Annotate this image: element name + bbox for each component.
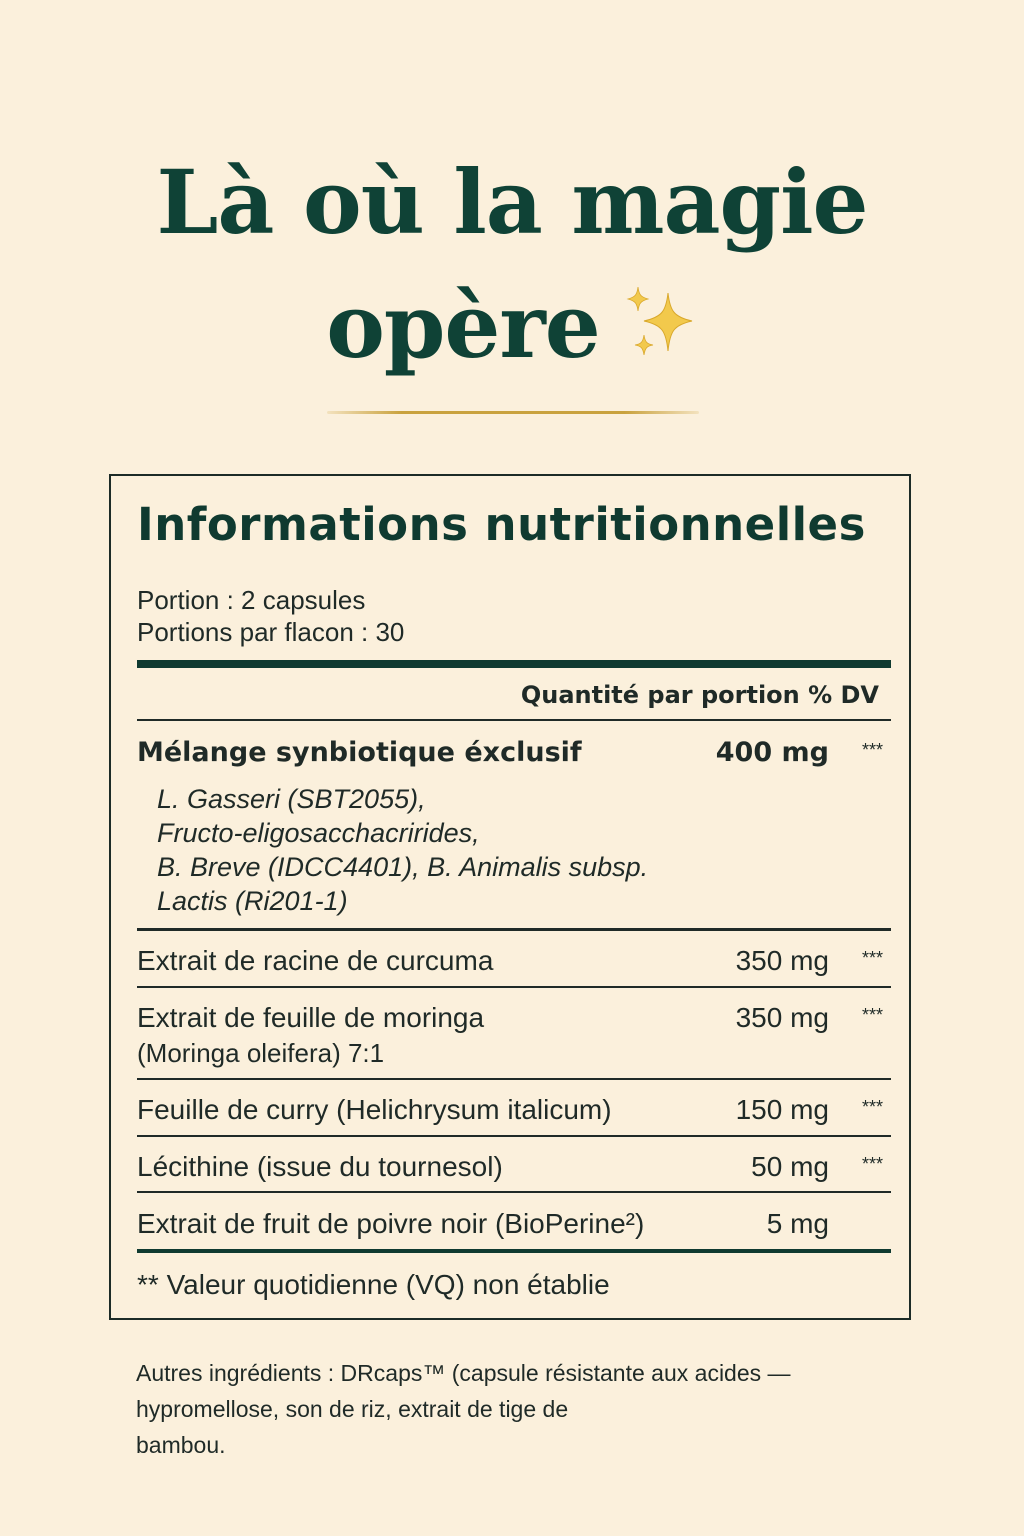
blend-amount: 400 mg	[715, 737, 829, 768]
blend-name: Mélange synbiotique éxclusif	[137, 737, 582, 768]
row-dv: ***	[861, 1154, 883, 1174]
headline-line-2: opère	[326, 274, 600, 378]
blend-ingredient: Lactis (Ri201-1)	[157, 886, 348, 916]
row-name: Feuille de curry (Helichrysum italicum)	[137, 1094, 612, 1125]
divider	[137, 719, 891, 721]
thick-divider	[137, 660, 891, 668]
other-ingredients	[136, 1355, 856, 1463]
row-subtitle: (Moringa oleifera) 7:1	[137, 1038, 385, 1068]
divider	[137, 986, 891, 988]
column-header: Quantité par portion % DV	[520, 681, 879, 709]
other-ingredients-line: Autres ingrédients : DRcaps™ (capsule résistante aux acides —	[136, 1360, 791, 1386]
row-amount: 50 mg	[751, 1151, 829, 1182]
blend-ingredient: Fructo-eligosacchacrirides,	[157, 818, 480, 848]
divider	[137, 1135, 891, 1137]
row-dv: ***	[861, 1097, 883, 1117]
row-name: Lécithine (issue du tournesol)	[137, 1151, 503, 1182]
footnote: ** Valeur quotidienne (VQ) non établie	[137, 1269, 610, 1300]
gold-divider	[327, 411, 699, 414]
divider	[137, 928, 891, 931]
row-amount: 350 mg	[735, 1002, 829, 1033]
row-dv: ***	[861, 1005, 883, 1025]
panel-title: Informations nutritionnelles	[137, 498, 866, 551]
row-amount: 150 mg	[735, 1094, 829, 1125]
sparkles-icon	[622, 285, 698, 361]
blend-ingredient: B. Breve (IDCC4401), B. Animalis subsp.	[157, 852, 649, 882]
headline-line-1: Là où la magie	[156, 150, 868, 254]
serving-info	[137, 584, 404, 648]
row-amount: 5 mg	[766, 1208, 829, 1239]
divider	[137, 1249, 891, 1253]
servings-per-container: Portions par flacon : 30	[137, 617, 405, 647]
row-dv: ***	[861, 948, 883, 968]
row-name: Extrait de fruit de poivre noir (BioPerine²)	[137, 1208, 645, 1239]
nutrition-facts-panel	[109, 474, 911, 1320]
divider	[137, 1191, 891, 1193]
row-name: Extrait de racine de curcuma	[137, 945, 494, 976]
serving-size: Portion : 2 capsules	[137, 585, 366, 615]
divider	[137, 1078, 891, 1080]
headline	[0, 140, 1024, 388]
blend-ingredients	[157, 782, 648, 918]
blend-ingredient: L. Gasseri (SBT2055),	[157, 784, 426, 814]
row-amount: 350 mg	[735, 945, 829, 976]
other-ingredients-line: hypromellose, son de riz, extrait de tige de	[136, 1396, 569, 1422]
blend-dv: ***	[861, 740, 883, 760]
headline-line-2-wrap	[0, 264, 1024, 388]
row-name: Extrait de feuille de moringa	[137, 1002, 485, 1033]
other-ingredients-line: bambou.	[136, 1432, 226, 1458]
